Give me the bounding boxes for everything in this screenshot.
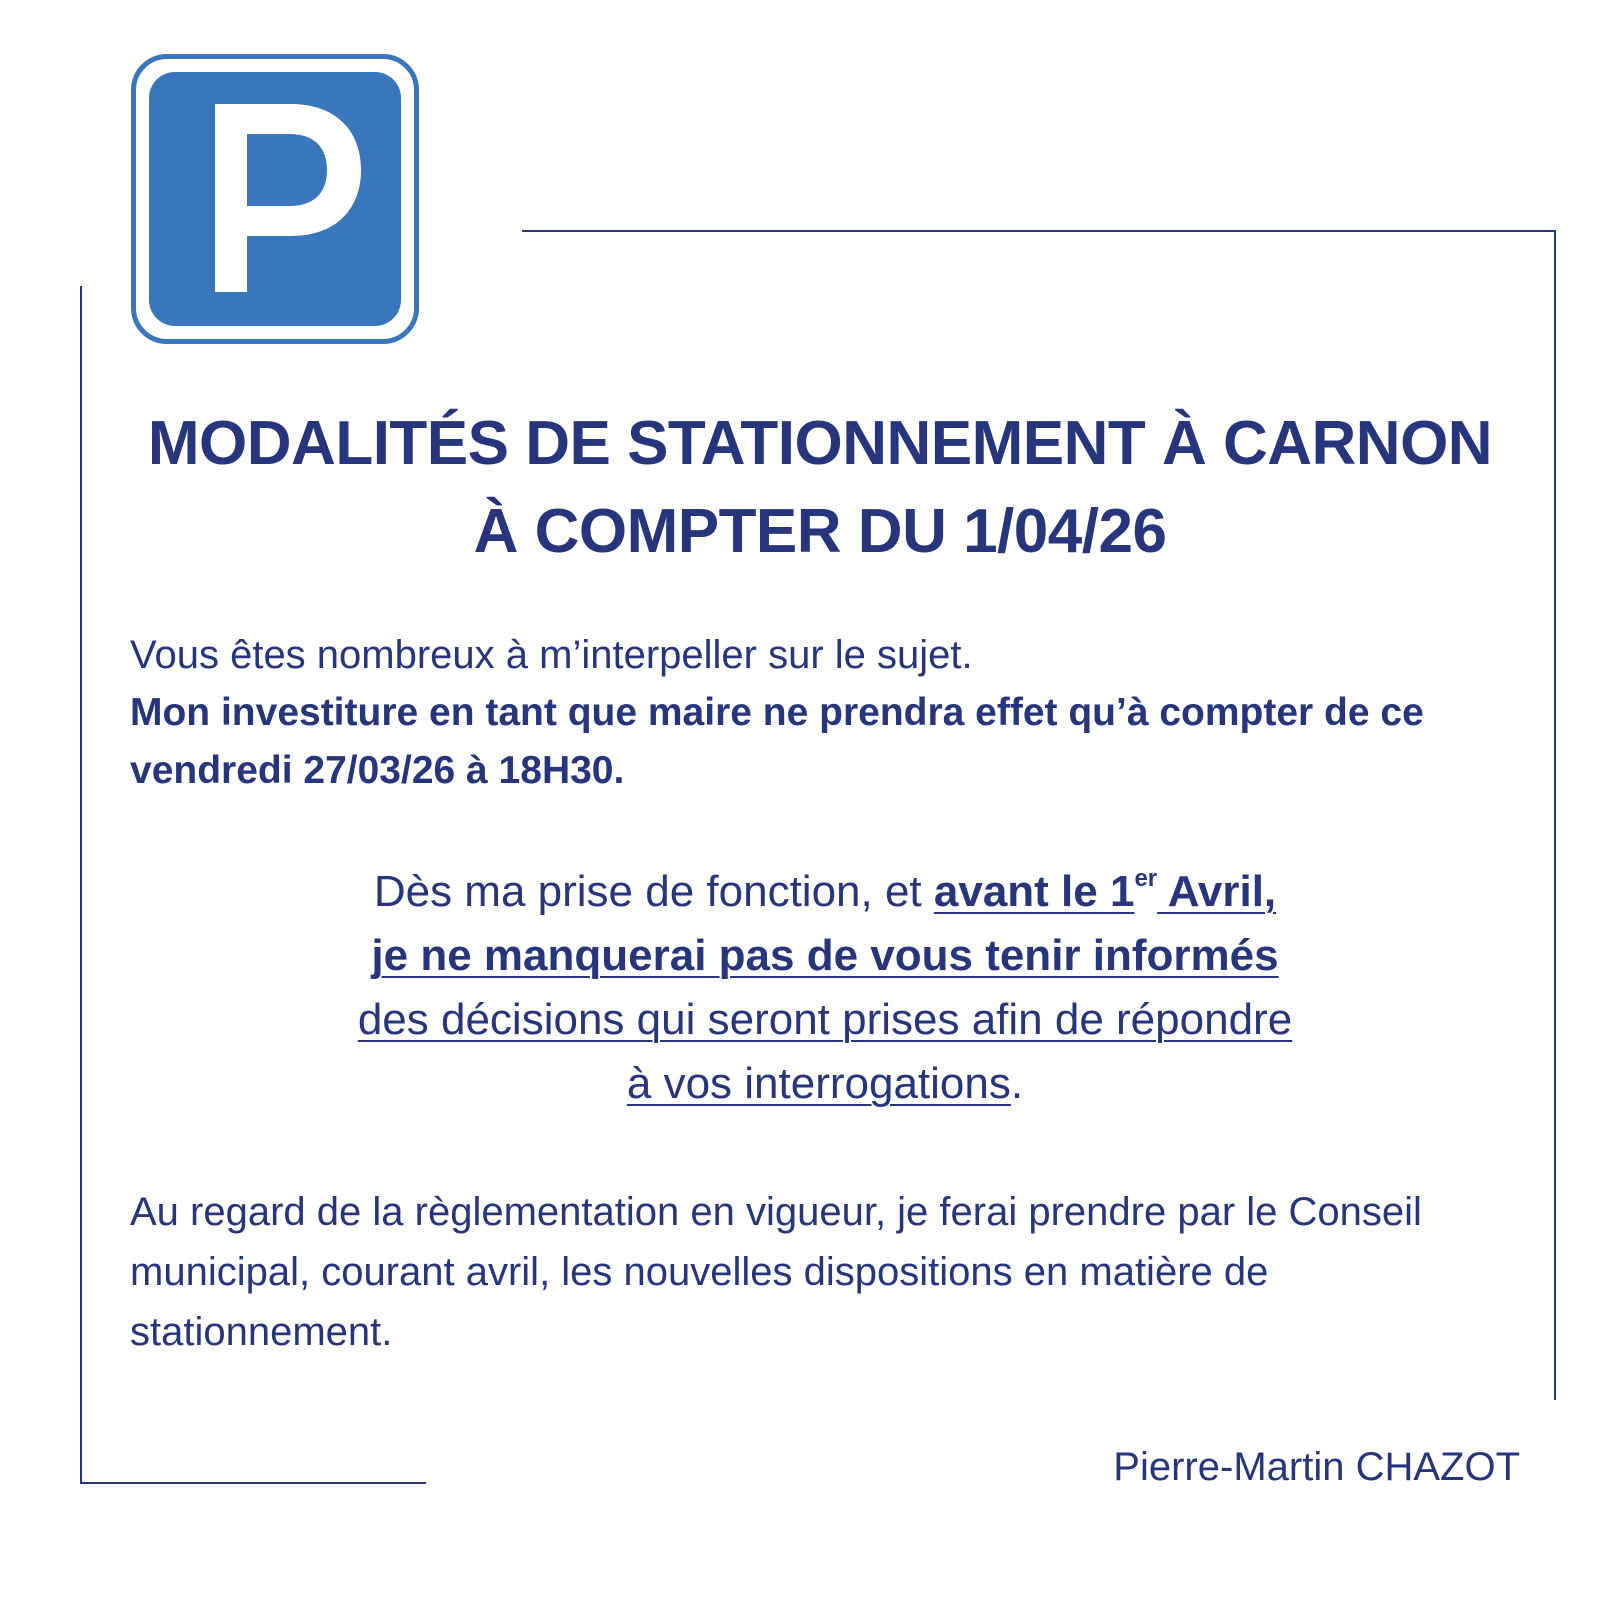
intro-paragraph <box>130 626 1530 800</box>
parking-sign-panel <box>149 72 401 326</box>
announcement-lead: Dès ma prise de fonction, et <box>373 867 934 916</box>
title-line-1: MODALITÉS DE STATIONNEMENT À CARNON <box>147 409 1493 478</box>
parking-letter-p <box>149 72 401 326</box>
announcement-line-3: des décisions qui seront prises afin de répondre <box>357 995 1293 1044</box>
parking-sign-icon <box>131 54 419 344</box>
announcement-date-suffix: Avril, <box>1157 867 1277 916</box>
intro-strong-text: Mon investiture en tant que maire ne prendra effet qu’à compter de ce vendredi 27/03/26 à 18H30. <box>130 691 1424 792</box>
frame-line-left <box>80 286 82 1484</box>
regulation-paragraph: Au regard de la règlementation en vigueur, je ferai prendre par le Conseil municipal, courant avril, les nouvelles dispositions en matière de stationnement. <box>130 1190 1422 1354</box>
announcement-period: . <box>1010 1059 1024 1108</box>
announcement-paragraph <box>160 860 1490 1116</box>
title-line-2: À COMPTER DU 1/04/26 <box>473 497 1167 566</box>
announcement-bold-line: je ne manquerai pas de vous tenir informés <box>371 931 1279 980</box>
frame-line-bottom <box>80 1482 426 1484</box>
page-title <box>90 400 1550 576</box>
signature-name: Pierre-Martin CHAZOT <box>1113 1445 1520 1489</box>
frame-line-top <box>522 230 1556 232</box>
announcement-date-sup: er <box>1134 865 1158 893</box>
announcement-line-4: à vos interrogations <box>626 1059 1011 1108</box>
intro-light-text: Vous êtes nombreux à m’interpeller sur le sujet. <box>130 633 973 677</box>
announcement-date-prefix: avant le 1 <box>933 867 1135 916</box>
frame-line-right <box>1554 230 1556 1400</box>
